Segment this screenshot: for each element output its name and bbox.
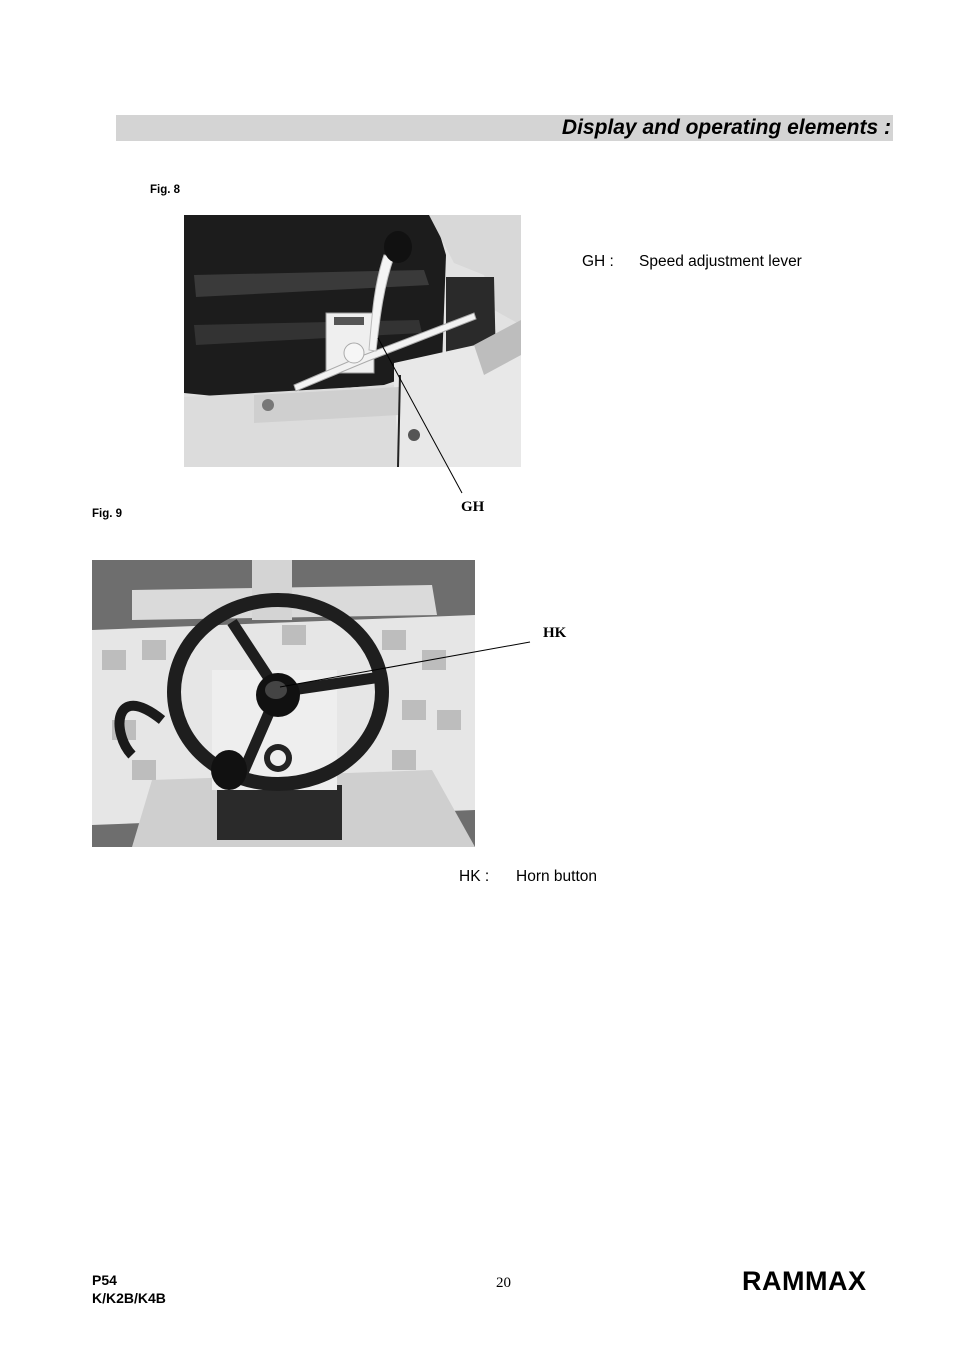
gh-callout-label: GH [461,499,485,515]
section-title: Display and operating elements : [561,116,891,139]
hk-callout-line [275,635,535,695]
footer-model [92,1271,166,1307]
hk-legend-key: HK : [459,868,490,885]
hk-legend [459,868,597,886]
footer-model-line1: P54 [92,1272,117,1288]
hk-legend-text: Horn button [516,868,597,885]
footer-model-line2: K/K2B/K4B [92,1290,166,1306]
gh-legend [582,253,802,271]
section-header-bar [116,115,893,141]
fig9-label: Fig. 9 [92,508,123,520]
gh-legend-key: GH : [582,253,614,270]
hk-callout-label: HK [543,625,567,641]
fig8-photo-seat-lever [184,215,521,467]
gh-callout-line [370,330,470,500]
fig8-label: Fig. 8 [150,184,181,196]
gh-legend-text: Speed adjustment lever [639,253,802,270]
page-number: 20 [496,1275,511,1291]
fig9-photo-steering-wheel [92,560,475,847]
brand-logo: RAMMAX [742,1266,867,1296]
